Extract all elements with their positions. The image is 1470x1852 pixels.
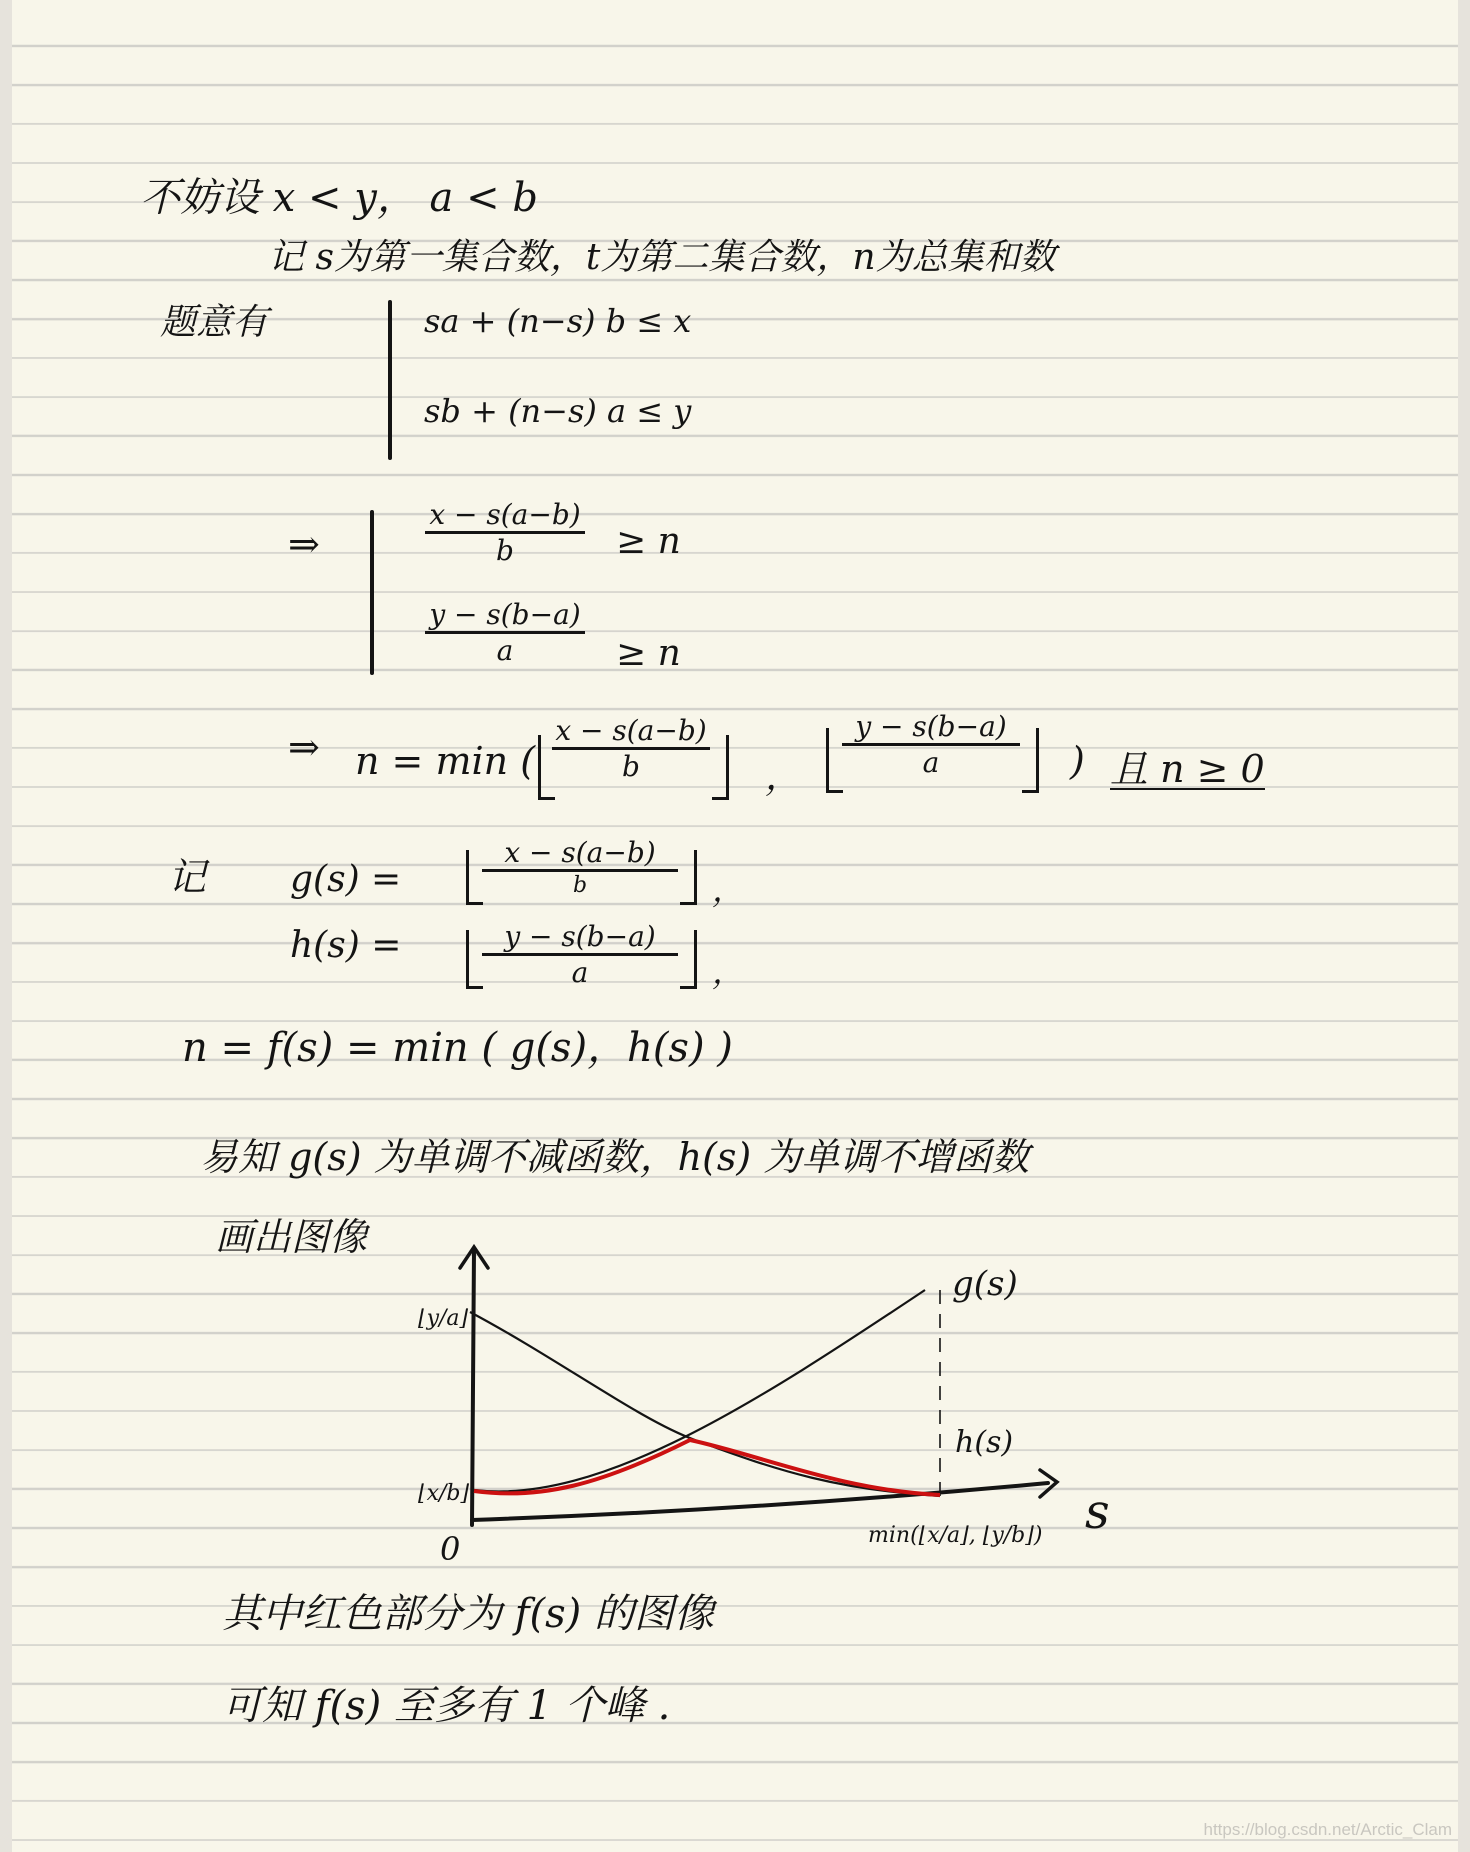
comma: ， (712, 871, 745, 909)
fraction-denominator: a (571, 956, 589, 990)
implies-arrow: ⇒ (288, 522, 320, 566)
x-axis-label: s (1085, 1484, 1110, 1540)
watermark: https://blog.csdn.net/Arctic_Clam (1203, 1820, 1452, 1839)
fraction-numerator: x − s(a−b) (555, 714, 707, 747)
comma: ， (712, 953, 745, 991)
y-tick-top: ⌊y/a⌋ (418, 1306, 469, 1331)
define-label: 记 (168, 855, 207, 899)
h-label: h(s) (955, 1425, 1014, 1460)
fraction-denominator: b (572, 873, 588, 899)
fraction-numerator: y − s(b−a) (504, 920, 656, 953)
comma: ， (765, 757, 802, 798)
g-label: g(s) (952, 1264, 1018, 1304)
h-function-lhs: h(s) = (290, 925, 402, 966)
assumption-line: 不妨设 x < y， a < b (140, 175, 538, 221)
conclusion-red-part: 其中红色部分为 f(s) 的图像 (222, 1591, 714, 1637)
fraction-denominator: b (622, 750, 640, 784)
x-end-tick: min(⌊x/a⌋, ⌊y/b⌋) (868, 1523, 1043, 1548)
g-function-lhs: g(s) = (290, 859, 402, 900)
fraction-denominator: b (496, 534, 514, 568)
g-curve (474, 1290, 925, 1491)
fraction-denominator: a (922, 746, 940, 780)
y-tick-bottom: ⌊x/b⌋ (418, 1481, 470, 1506)
definition-line: 记 s为第一集合数，t为第二集合数，n为总集和数 (268, 237, 1056, 278)
inequality-2: sb + (n−s) a ≤ y (424, 392, 692, 430)
h-curve (470, 1312, 940, 1496)
fraction-numerator: y − s(b−a) (429, 598, 581, 631)
y-axis (472, 1250, 474, 1525)
implies-arrow: ⇒ (288, 725, 320, 769)
given-label: 题意有 (160, 302, 269, 343)
fraction-numerator: y − s(b−a) (855, 710, 1007, 743)
fraction-numerator: x − s(a−b) (429, 498, 581, 531)
inequality-1: sa + (n−s) b ≤ x (424, 302, 692, 340)
monotonicity-statement: 易知 g(s) 为单调不减函数，h(s) 为单调不增函数 (200, 1135, 1030, 1179)
relation-geq-n: ≥ n (616, 521, 681, 562)
f-definition: n = f(s) = min ( g(s)，h(s) ) (182, 1025, 733, 1071)
draw-graph-label: 画出图像 (215, 1215, 368, 1259)
nonnegative-condition: 且 n ≥ 0 (1110, 747, 1265, 791)
min-expression: n = min ( (355, 739, 536, 783)
origin-label: 0 (440, 1530, 461, 1568)
conclusion-single-peak: 可知 f(s) 至多有 1 个峰 . (222, 1683, 671, 1729)
close-paren: ) (1070, 739, 1085, 783)
relation-geq-n: ≥ n (616, 633, 681, 674)
fraction-numerator: x − s(a−b) (504, 836, 656, 869)
fraction-denominator: a (496, 634, 514, 668)
